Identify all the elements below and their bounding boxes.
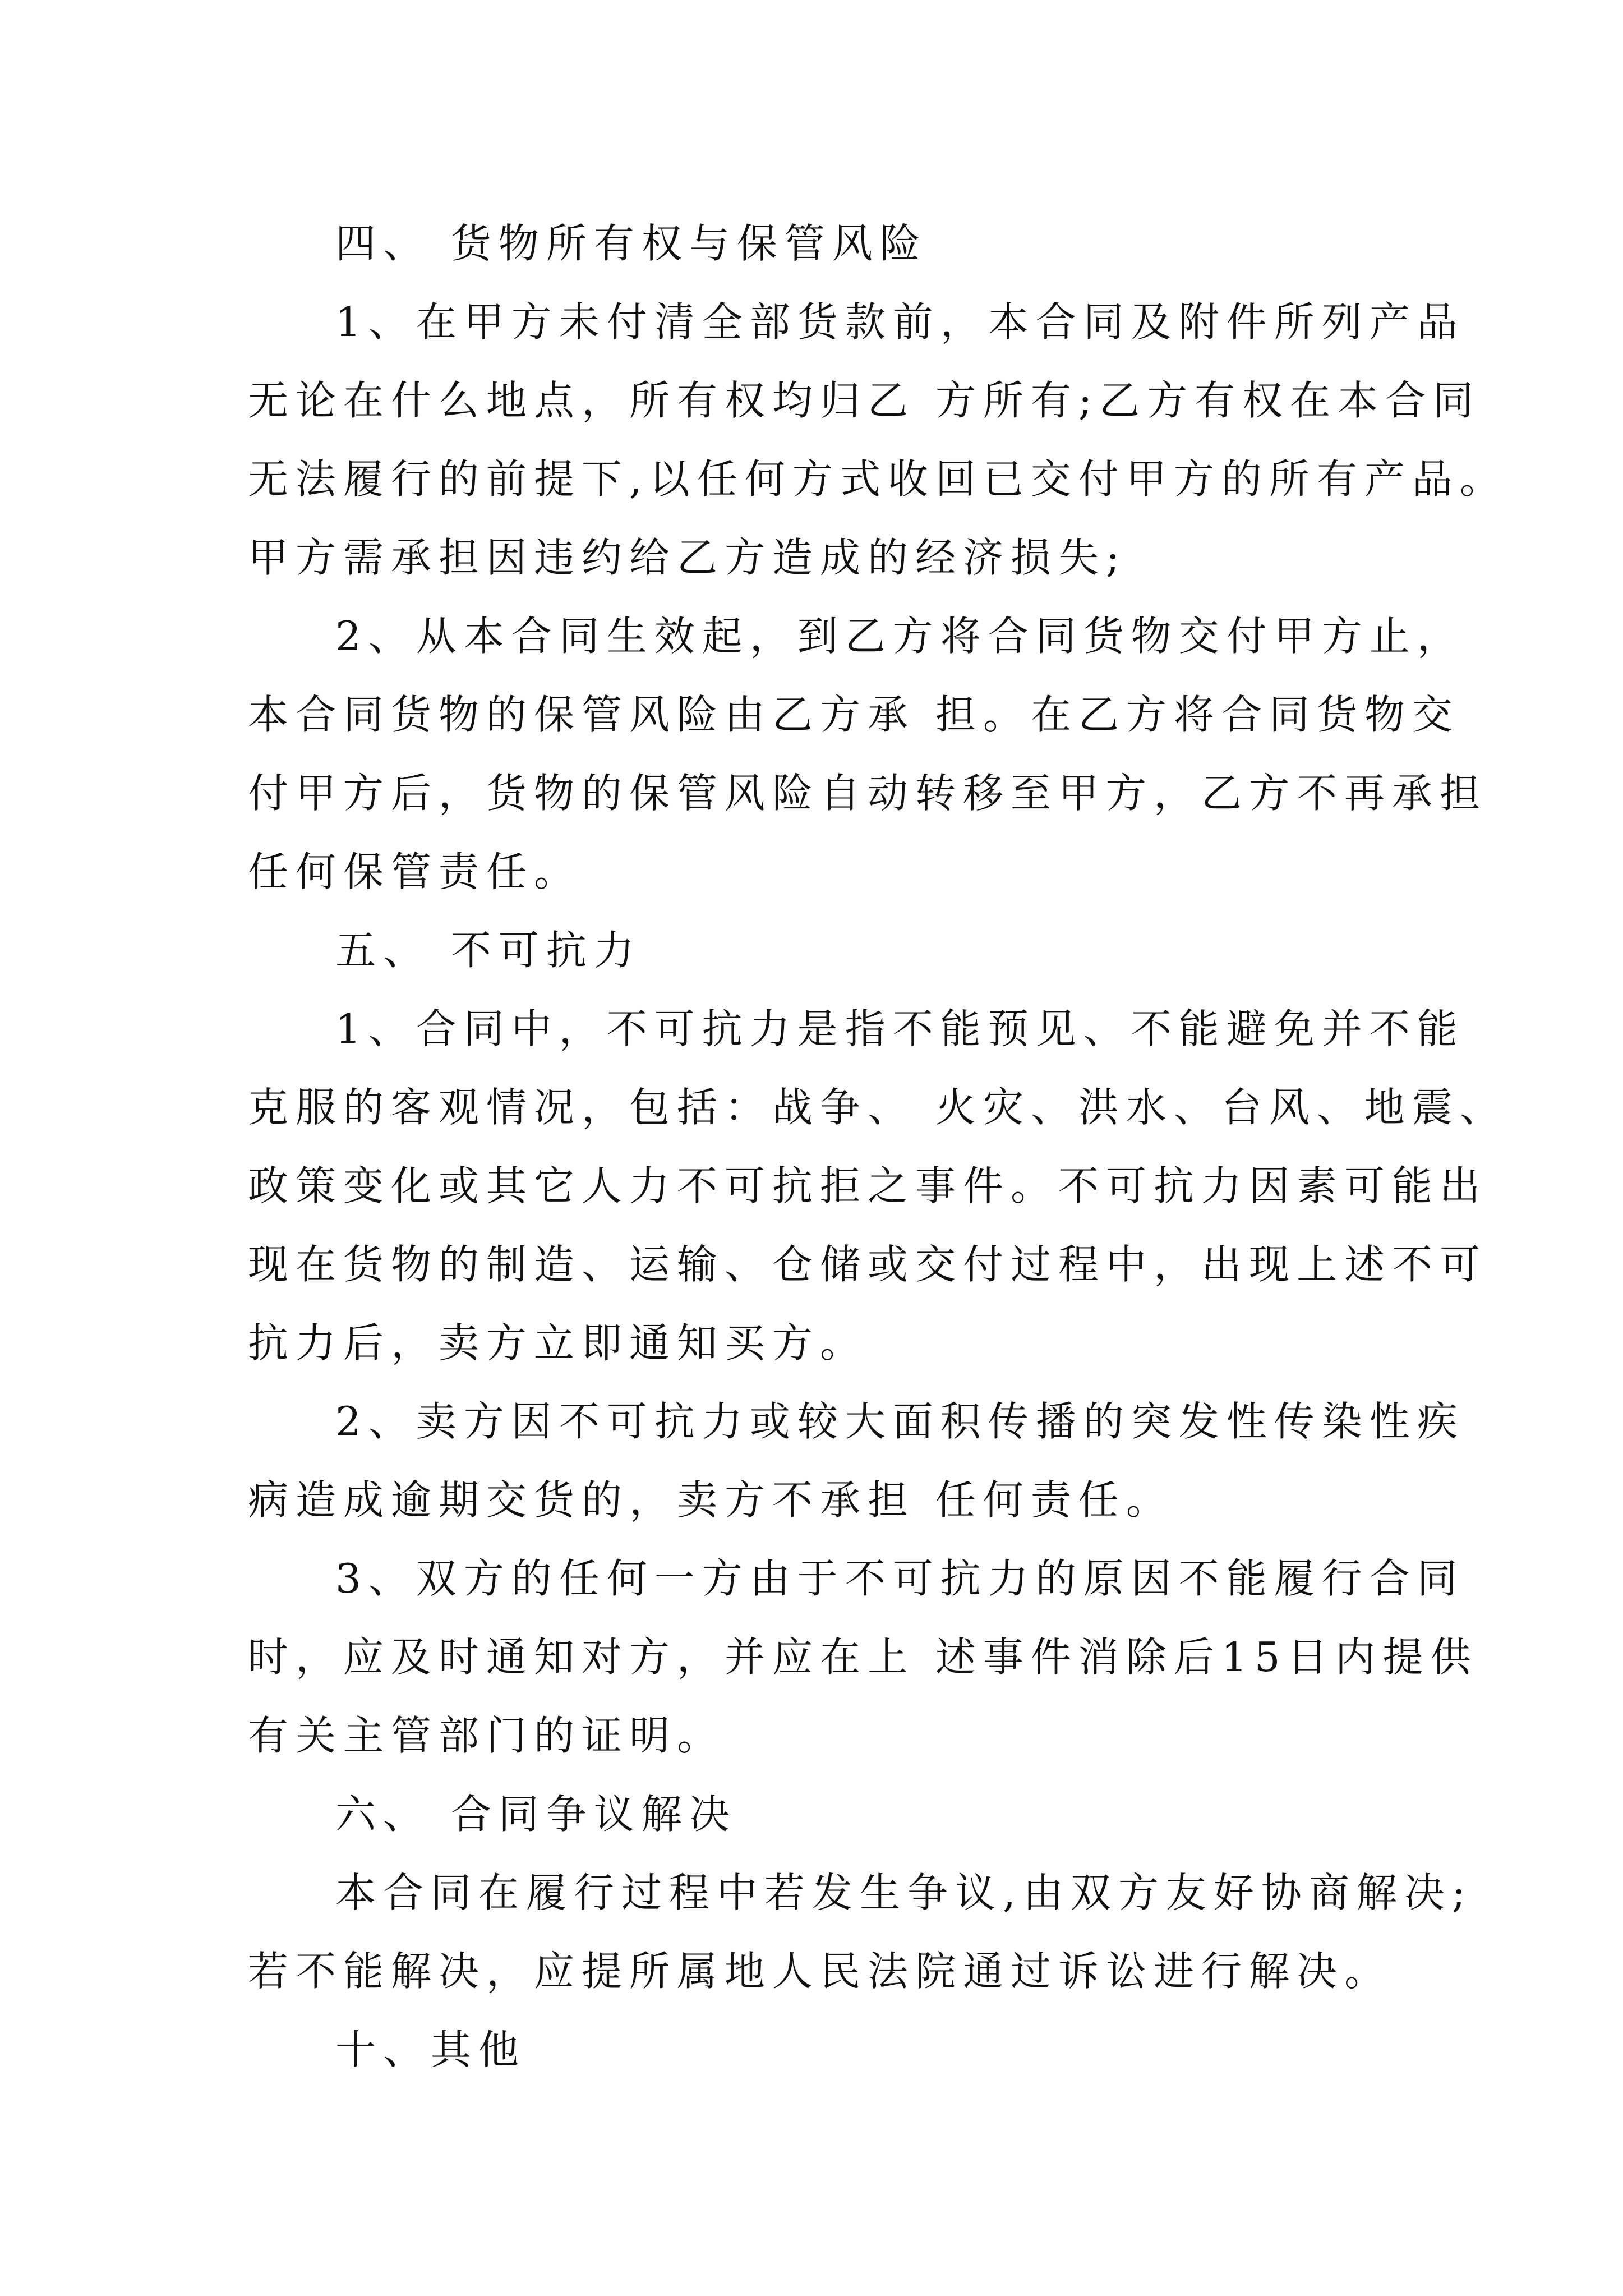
paragraph-line: 本合同货物的保管风险由乙方承 担。在乙方将合同货物交 <box>248 691 1460 738</box>
paragraph-line: 2、从本合同生效起，到乙方将合同货物交付甲方止， <box>335 613 1465 660</box>
paragraph-line: 时，应及时通知对方，并应在上 述事件消除后15日内提供 <box>248 1634 1478 1681</box>
paragraph-line: 2、卖方因不可抗力或较大面积传播的突发性传染性疾 <box>335 1398 1465 1445</box>
paragraph-line: 有关主管部门的证明。 <box>248 1712 725 1759</box>
section-heading-force-majeure: 五、 不可抗力 <box>335 927 642 974</box>
paragraph-line: 无法履行的前提下,以任何方式收回已交付甲方的所有产品。 <box>248 455 1507 503</box>
paragraph-line: 付甲方后，货物的保管风险自动转移至甲方，乙方不再承担 <box>248 770 1488 817</box>
section-heading-ownership-risk: 四、 货物所有权与保管风险 <box>335 220 928 267</box>
paragraph-line: 无论在什么地点，所有权均归乙 方所有;乙方有权在本合同 <box>248 377 1481 424</box>
paragraph-line: 任何保管责任。 <box>248 848 582 895</box>
paragraph-line: 3、双方的任何一方由于不可抗力的原因不能履行合同 <box>335 1555 1465 1602</box>
paragraph-line: 1、在甲方未付清全部货款前，本合同及附件所列产品 <box>335 298 1465 346</box>
paragraph-line: 1、合同中，不可抗力是指不能预见、不能避免并不能 <box>335 1005 1465 1052</box>
paragraph-line: 本合同在履行过程中若发生争议,由双方友好协商解决; <box>335 1869 1473 1916</box>
paragraph-line: 现在货物的制造、运输、仓储或交付过程中，出现上述不可 <box>248 1241 1488 1288</box>
paragraph-line: 若不能解决，应提所属地人民法院通过诉讼进行解决。 <box>248 1948 1393 1995</box>
section-heading-other: 十、其他 <box>335 2026 527 2073</box>
paragraph-line: 抗力后，卖方立即通知买方。 <box>248 1319 868 1366</box>
paragraph-line: 克服的客观情况，包括：战争、 火灾、洪水、台风、地震、 <box>248 1084 1507 1131</box>
paragraph-line: 病造成逾期交货的，卖方不承担 任何责任。 <box>248 1476 1174 1524</box>
paragraph-line: 甲方需承担因违约给乙方造成的经济损失; <box>248 534 1127 581</box>
paragraph-line: 政策变化或其它人力不可抗拒之事件。不可抗力因素可能出 <box>248 1162 1488 1209</box>
section-heading-dispute-resolution: 六、 合同争议解决 <box>335 1791 737 1838</box>
